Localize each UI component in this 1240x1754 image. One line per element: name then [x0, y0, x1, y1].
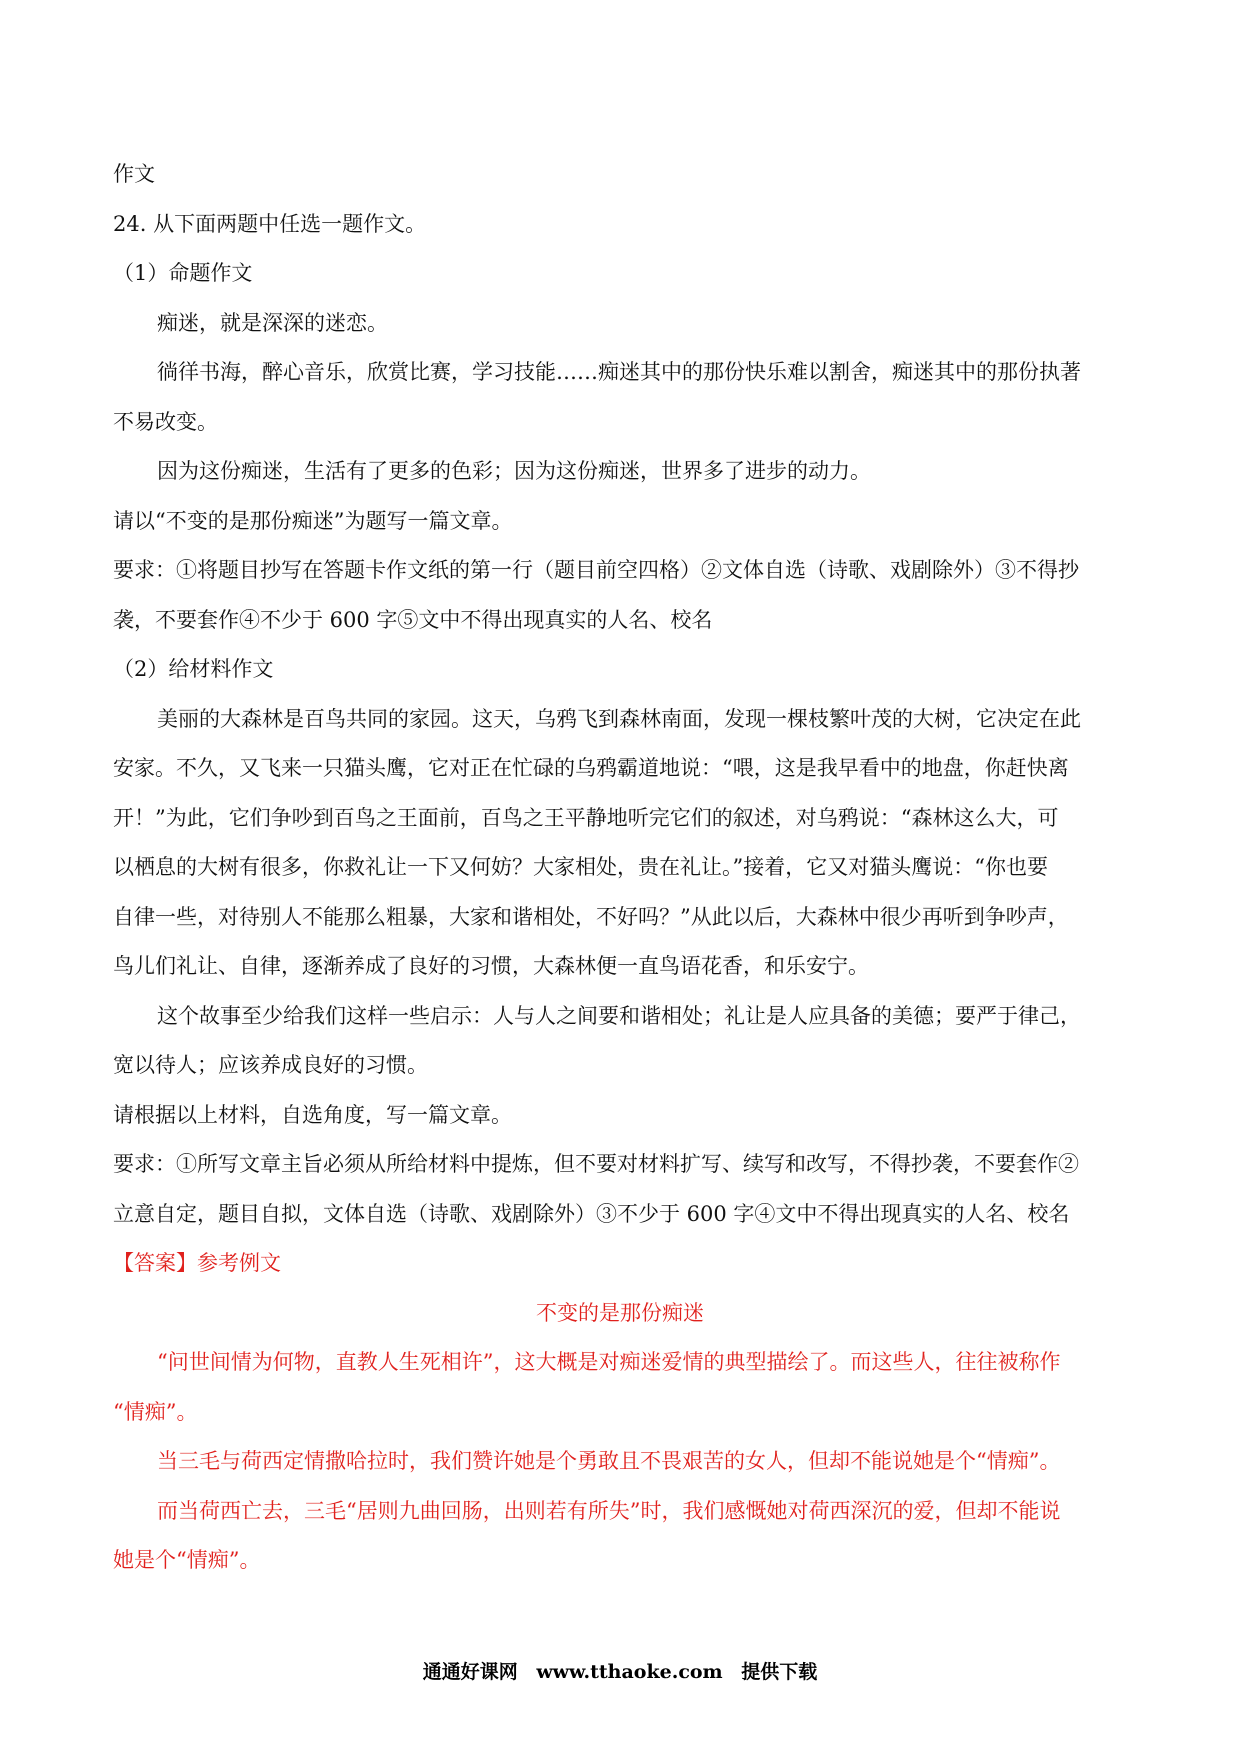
essay-line: 当三毛与荷西定情撒哈拉时，我们赞许她是个勇敢且不畏艰苦的女人，但却不能说她是个“情痴”。	[157, 1449, 1061, 1473]
part2-prompt: 请根据以上材料，自选角度，写一篇文章。	[113, 1102, 512, 1127]
footer-tagline: 提供下载	[741, 1661, 818, 1683]
question-heading: 24. 从下面两题中任选一题作文。	[113, 211, 427, 236]
part2-story-line: 开！”为此，它们争吵到百鸟之王面前，百鸟之王平静地听完它们的叙述，对乌鸦说：“森林这么大，可	[113, 805, 1059, 830]
essay-line: “问世间情为何物，直教人生死相许”，这大概是对痴迷爱情的典型描绘了。而这些人，往往被称作	[157, 1350, 1061, 1374]
part2-requirements: 要求：①所写文章主旨必须从所给材料中提炼，但不要对材料扩写、续写和改写，不得抄袭，不要套作②	[113, 1152, 1079, 1176]
essay-line: 而当荷西亡去，三毛“居则九曲回肠，出则若有所失”时，我们感慨她对荷西深沉的爱，但却不能说	[157, 1498, 1061, 1523]
part1-requirements: 要求：①将题目抄写在答题卡作文纸的第一行（题目前空四格）②文体自选（诗歌、戏剧除外）③不得抄	[113, 558, 1079, 582]
part1-paragraph: 不易改变。	[113, 409, 218, 434]
part2-insight-line: 这个故事至少给我们这样一些启示：人与人之间要和谐相处；礼让是人应具备的美德；要严于律己，	[157, 1003, 1081, 1028]
essay-line: “情痴”。	[113, 1399, 198, 1424]
document-page	[113, 150, 1127, 1586]
footer-site-name: 通通好课网	[422, 1661, 518, 1683]
part1-heading: （1）命题作文	[113, 261, 253, 285]
section-label: 作文	[113, 162, 155, 186]
part1-requirements: 袭，不要套作④不少于 600 字⑤文中不得出现真实的人名、校名	[113, 607, 713, 632]
part2-heading: （2）给材料作文	[113, 657, 274, 681]
part2-story-line: 自律一些，对待别人不能那么粗暴，大家和谐相处，不好吗？”从此以后，大森林中很少再听到争吵声，	[113, 904, 1069, 929]
answer-tag: 【答案】参考例文	[113, 1251, 281, 1275]
part1-prompt: 请以“不变的是那份痴迷”为题写一篇文章。	[113, 508, 513, 533]
part1-paragraph: 徜徉书海，醉心音乐，欣赏比赛，学习技能……痴迷其中的那份快乐难以割舍，痴迷其中的那份执著	[157, 360, 1081, 384]
part2-insight-line: 宽以待人；应该养成良好的习惯。	[113, 1053, 428, 1077]
part2-requirements: 立意自定，题目自拟，文体自选（诗歌、戏剧除外）③不少于 600 字④文中不得出现真实的人名、校名	[113, 1201, 1070, 1226]
essay-title: 不变的是那份痴迷	[536, 1300, 704, 1325]
essay-line: 她是个“情痴”。	[113, 1548, 261, 1572]
part2-story-line: 以栖息的大树有很多，你救礼让一下又何妨？大家相处，贵在礼让。”接着，它又对猫头鹰说：“你也要	[113, 855, 1048, 879]
part2-story-line: 安家。不久，又飞来一只猫头鹰，它对正在忙碌的乌鸦霸道地说：“喂，这是我早看中的地盘，你赶快离	[113, 756, 1069, 780]
footer-url[interactable]: www.tthaoke.com	[536, 1661, 723, 1683]
part2-story-line: 鸟儿们礼让、自律，逐渐养成了良好的习惯，大森林便一直鸟语花香，和乐安宁。	[113, 954, 869, 978]
part1-paragraph: 痴迷，就是深深的迷恋。	[157, 310, 388, 335]
part2-story-line: 美丽的大森林是百鸟共同的家园。这天，乌鸦飞到森林南面，发现一棵枝繁叶茂的大树，它决定在此	[157, 706, 1081, 731]
page-footer	[0, 1657, 1240, 1684]
part1-paragraph: 因为这份痴迷，生活有了更多的色彩；因为这份痴迷，世界多了进步的动力。	[157, 459, 871, 483]
